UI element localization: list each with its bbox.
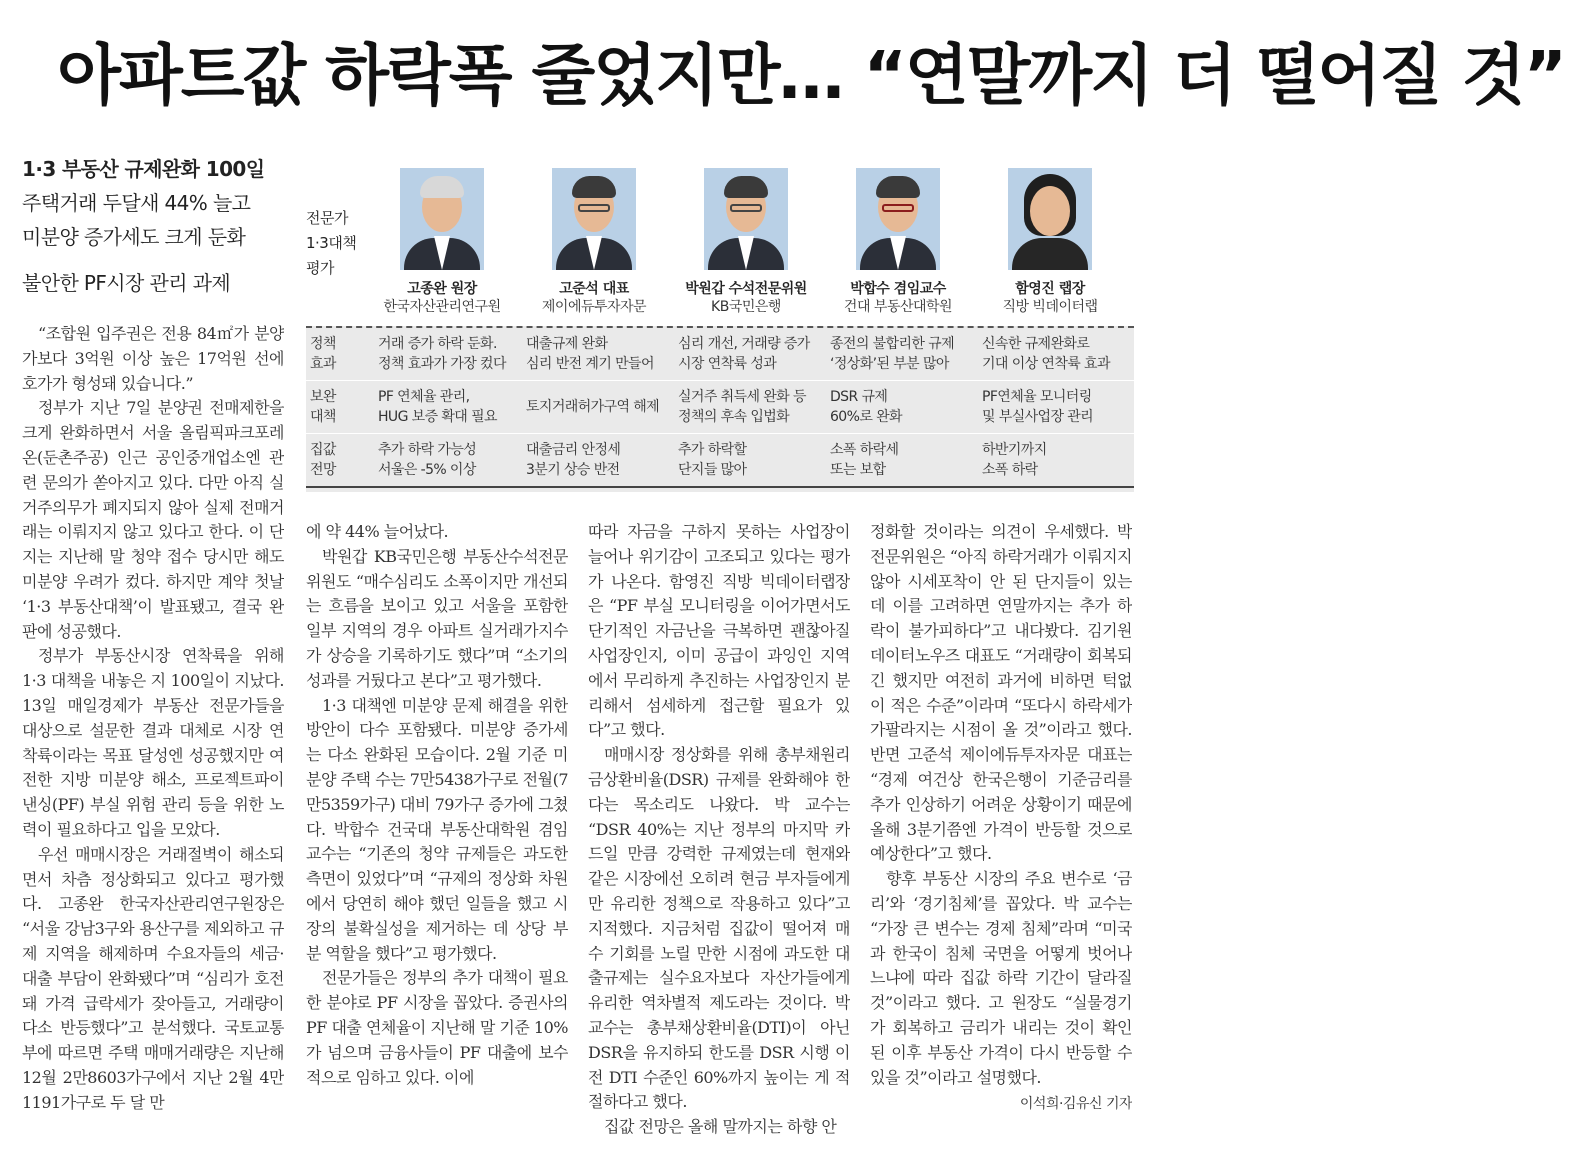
expert-name: 고준석 대표 <box>559 281 629 297</box>
table-cell: 소폭 하락세 또는 보합 <box>830 442 899 478</box>
table-cell: 대출규제 완화 심리 반전 계기 만들어 <box>526 336 654 372</box>
expert-org: 직방 빅데이터랩 <box>1002 299 1098 315</box>
expert-2 <box>519 168 669 316</box>
expert-5 <box>975 168 1125 316</box>
table-cell: 종전의 불합리한 규제 ‘정상화’된 부분 많아 <box>830 336 955 372</box>
expert-3 <box>671 168 821 316</box>
row-label: 정책 효과 <box>310 336 336 372</box>
body-column-1 <box>22 322 284 1148</box>
expert-photo <box>856 168 940 270</box>
body-paragraph: 정부가 지난 7일 분양권 전매제한을 크게 완화하면서 서울 올림픽파크포레온(둔촌주공) 인근 공인중개업소엔 관련 문의가 쏟아지고 있다. 다만 아직 실거주의무가 폐지되지 않아 실제 전매거래는 이뤄지지 않고 있다고 한다. 이 단지는 지난해 말 청약 접수 당시만 해도 미분양 우려가 컸다. 하지만 계약 첫날 ‘1·3 부동산대책’이 발표됐고, 결국 완판에 성공했다. <box>22 398 284 641</box>
body-column-4 <box>870 520 1132 1148</box>
table-cell: DSR 규제 60%로 완화 <box>830 389 902 425</box>
table-row <box>306 328 1134 381</box>
body-paragraph: 정화할 것이라는 의견이 우세했다. 박 전문위원은 “아직 하락거래가 이뤄지지 않아 시세포착이 안 된 단지들이 있는데 이를 고려하면 연말까지는 추가 하락이 불가피하다”고 내다봤다. 김기원 데이터노우즈 대표도 “거래량이 회복되긴 했지만 여전히 과거에 비하면 턱없이 적은 수준”이라며 “또다시 하락세가 가팔라지는 시점이 올 것”이라고 했다. 반면 고준석 제이에듀투자자문 대표는 “경제 여건상 한국은행이 기준금리를 추가 인상하기 어려운 상황이기 때문에 올해 3분기쯤엔 가격이 반등할 것으로 예상한다”고 했다. <box>870 522 1132 864</box>
expert-photo <box>704 168 788 270</box>
table-cell: 추가 하락 가능성 서울은 -5% 이상 <box>378 442 477 478</box>
headline: 아파트값 하락폭 줄었지만… “연말까지 더 떨어질 것” <box>57 37 1565 114</box>
box-label-line: 전문가 <box>306 209 348 227</box>
expert-photo <box>1008 168 1092 270</box>
table-row <box>306 434 1134 488</box>
expert-org: KB국민은행 <box>711 299 781 315</box>
body-paragraph: 우선 매매시장은 거래절벽이 해소되면서 차츰 정상화되고 있다고 평가했다. 고종완 한국자산관리연구원장은 “서울 강남3구와 용산구를 제외하고 규제 지역을 해제하며 수요자들의 세금·대출 부담이 완화됐다”며 “심리가 호전돼 가격 급락세가 잦아들고, 거래량이 다소 반등했다”고 분석했다. 국토교통부에 따르면 주택 매매거래량은 지난해 12월 2만8603가구에서 지난 2월 4만1191가구로 두 달 만 <box>22 844 284 1112</box>
byline: 이석희·김유신 기자 <box>1019 1096 1132 1113</box>
body-paragraph: 향후 부동산 시장의 주요 변수로 ‘금리’와 ‘경기침체’를 꼽았다. 박 교수는 “가장 큰 변수는 경제 침체”라며 “미국과 한국이 침체 국면을 어떻게 벗어나느냐에 따라 집값 하락 기간이 달라질 것”이라고 했다. 고 원장도 “실물경기가 회복하고 금리가 내리는 것이 확인된 이후 부동산 가격이 다시 반등할 수 있을 것”이라고 설명했다. <box>870 869 1132 1087</box>
expert-photo <box>552 168 636 270</box>
expert-org: 한국자산관리연구원 <box>383 299 501 315</box>
expert-1 <box>367 168 517 316</box>
expert-name: 박합수 겸임교수 <box>850 281 946 297</box>
subheadline-2: 주택거래 두달새 44% 늘고 <box>22 191 251 215</box>
body-paragraph: 정부가 부동산시장 연착륙을 위해 1·3 대책을 내놓은 지 100일이 지났다. 13일 매일경제가 부동산 전문가들을 대상으로 설문한 결과 대체로 시장 연착륙이라는 목표 달성엔 성공했지만 여전한 지방 미분양 해소, 프로젝트파이낸싱(PF) 부실 위험 관리 등을 위한 노력이 필요하다고 입을 모았다. <box>22 646 284 839</box>
subheadline-1: 1·3 부동산 규제완화 100일 <box>22 157 265 181</box>
subheadline-3: 미분양 증가세도 크게 둔화 <box>22 225 246 249</box>
table-cell: 하반기까지 소폭 하락 <box>982 442 1047 478</box>
body-paragraph: “조합원 입주권은 전용 84㎡가 분양가보다 3억원 이상 높은 17억원 선에 호가가 형성돼 있습니다.” <box>22 324 284 393</box>
table-cell: 토지거래허가구역 해제 <box>526 399 660 415</box>
evaluation-table <box>306 326 1134 492</box>
box-label-line: 평가 <box>306 259 334 277</box>
expert-name: 고종완 원장 <box>407 281 477 297</box>
expert-org: 건대 부동산대학원 <box>843 299 953 315</box>
expert-4 <box>823 168 973 316</box>
table-cell: 추가 하락할 단지들 많아 <box>678 442 747 478</box>
row-label: 집값 전망 <box>310 442 336 478</box>
subheadline-4: 불안한 PF시장 관리 과제 <box>22 271 231 295</box>
table-cell: 거래 증가 하락 둔화. 정책 효과가 가장 컸다 <box>378 336 506 372</box>
box-label <box>306 206 376 281</box>
body-paragraph: 1·3 대책엔 미분양 문제 해결을 위한 방안이 다수 포함됐다. 미분양 증가세는 다소 완화된 모습이다. 2월 기준 미분양 주택 수는 7만5438가구로 전월(7만5359가구) 대비 79가구 증가에 그쳤다. 박합수 건국대 부동산대학원 겸임교수는 “기존의 청약 규제들은 과도한 측면이 있었다”며 “규제의 정상화 차원에서 당연히 해야 했던 일들을 했고 시장의 불확실성을 제거하는 데 상당 부분 역할을 했다”고 평가했다. <box>306 695 568 963</box>
body-paragraph: 에 약 44% 늘어났다. <box>306 522 449 541</box>
table-cell: PF연체율 모니터링 및 부실사업장 관리 <box>982 389 1094 425</box>
table-cell: PF 연체율 관리, HUG 보증 확대 필요 <box>378 389 497 425</box>
table-cell: 대출금리 안정세 3분기 상승 반전 <box>526 442 621 478</box>
table-cell: 신속한 규제완화로 기대 이상 연착륙 효과 <box>982 336 1110 372</box>
body-paragraph: 전문가들은 정부의 추가 대책이 필요한 분야로 PF 시장을 꼽았다. 증권사의 PF 대출 연체율이 지난해 말 기준 10%가 넘으며 금융사들이 PF 대출에 보수적으로 임하고 있다. 이에 <box>306 968 568 1087</box>
expert-name: 박원갑 수석전문위원 <box>685 281 807 297</box>
expert-name: 함영진 랩장 <box>1015 281 1085 297</box>
expert-org: 제이에듀투자자문 <box>541 299 647 315</box>
table-row <box>306 381 1134 434</box>
table-cell: 심리 개선, 거래량 증가 시장 연착륙 성과 <box>678 336 810 372</box>
subheadlines <box>22 152 284 300</box>
table-cell: 실거주 취득세 완화 등 정책의 후속 입법화 <box>678 389 806 425</box>
row-label: 보완 대책 <box>310 389 336 425</box>
expert-photo <box>400 168 484 270</box>
box-label-line: 1·3대책 <box>306 234 357 252</box>
body-paragraph: 매매시장 정상화를 위해 총부채원리금상환비율(DSR) 규제를 완화해야 한다는 목소리도 나왔다. 박 교수는 “DSR 40%는 지난 정부의 마지막 카드일 만큼 강력한 규제였는데 현재와 같은 시장에선 오히려 현금 부자들에게만 유리한 정책으로 작용하고 있다”고 지적했다. 지금처럼 집값이 떨어져 매수 기회를 노릴 만한 시점에 과도한 대출규제는 실수요자보다 자산가들에게 유리한 역차별적 제도라는 것이다. 박 교수는 총부채상환비율(DTI)이 아닌 DSR을 유지하되 한도를 DSR 시행 이전 DTI 수준인 60%까지 높이는 게 적절하다고 했다. <box>588 745 850 1112</box>
body-column-3 <box>588 520 850 1148</box>
body-column-2 <box>306 520 568 1148</box>
body-paragraph: 따라 자금을 구하지 못하는 사업장이 늘어나 위기감이 고조되고 있다는 평가가 나온다. 함영진 직방 빅데이터랩장은 “PF 부실 모니터링을 이어가면서도 단기적인 자금난을 극복하면 괜찮아질 사업장인지, 이미 공급이 과잉인 지역에서 무리하게 추진하는 사업장인지 분리해서 섬세하게 접근할 필요가 있다”고 했다. <box>588 522 850 740</box>
body-paragraph: 집값 전망은 올해 말까지는 하향 안 <box>604 1117 837 1137</box>
body-paragraph: 박원갑 KB국민은행 부동산수석전문위원도 “매수심리도 소폭이지만 개선되는 흐름을 보이고 있고 서울을 포함한 일부 지역의 경우 아파트 실거래가지수가 상승을 기록하기도 했다”며 “소기의 성과를 거뒀다고 본다”고 평가했다. <box>306 546 568 690</box>
expert-evaluation-box <box>306 160 1134 490</box>
